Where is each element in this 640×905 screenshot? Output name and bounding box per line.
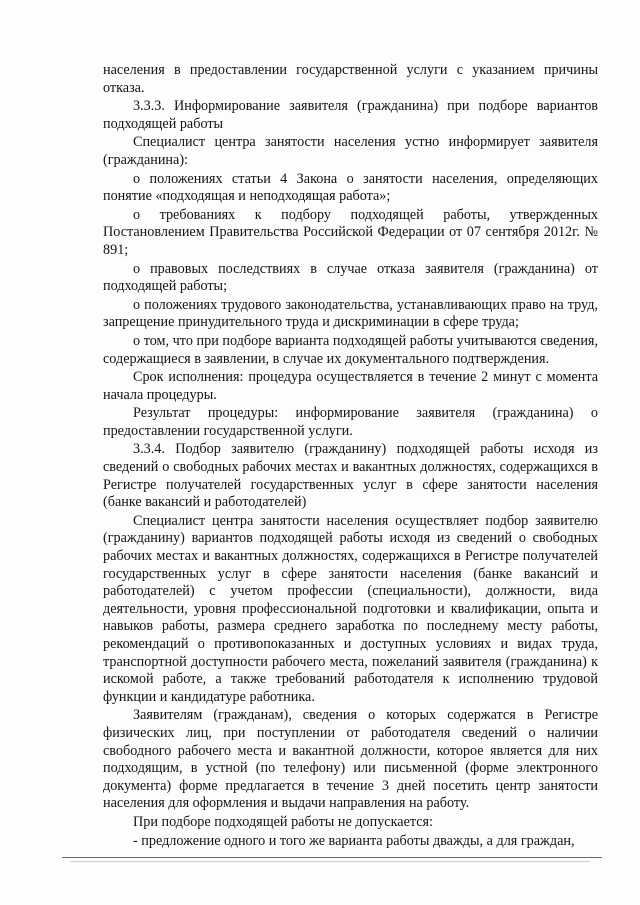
heading-3-3-4: 3.3.4. Подбор заявителю (гражданину) подходящей работы исходя из сведений о свободных рабочих местах и вакантных должностях, содержащихся в Регистре получателей государственных услуг в сфере занятости населения (банке вакансий и работодателей) (103, 441, 598, 511)
list-item-same-offer-twice: - предложение одного и того же варианта работы дважды, а для граждан, (133, 832, 575, 849)
list-item-information-considered: о том, что при подборе варианта подходящей работы учитываются сведения, содержащиеся в заявлении, в случае их документального подтверждения. (103, 332, 598, 367)
page-bottom-rule-secondary (70, 861, 590, 862)
paragraph-refusal-reason: населения в предоставлении государственной услуги с указанием причины отказа. (103, 62, 598, 96)
list-item-requirements: о требованиях к подбору подходящей работы, утвержденных Постановлением Правительства Российской Федерации от 07 сентября 2012г. № 891; (103, 206, 598, 258)
document-body (103, 62, 598, 850)
paragraph-applicants-notification: Заявителям (гражданам), сведения о которых содержатся в Регистре физических лиц, при поступлении от работодателя сведений о наличии свободного рабочего места и вакантной должности, которое является для них подходящим, в устной (по телефону) или письменной (форме электронного документа) форме предлагается в течение 3 дней посетить центр занятости населения для оформления и выдачи направления на работу. (103, 707, 598, 812)
heading-3-3-3: 3.3.3. Информирование заявителя (гражданина) при подборе вариантов подходящей работы (103, 98, 598, 132)
paragraph-specialist-informs: Специалист центра занятости населения устно информирует заявителя (гражданина): (103, 134, 598, 168)
page-bottom-rule (62, 857, 602, 858)
list-item-labor-legislation: о положениях трудового законодательства, устанавливающих право на труд, запрещение принудительного труда и дискриминации в сфере труда; (103, 296, 598, 331)
paragraph-procedure-result: Результат процедуры: информирование заявителя (гражданина) о предоставлении государственной услуги. (103, 405, 598, 439)
list-item-article-4: о положениях статьи 4 Закона о занятости населения, определяющих понятие «подходящая и неподходящая работа»; (103, 170, 598, 205)
list-item-legal-consequences: о правовых последствиях в случае отказа заявителя (гражданина) от подходящей работы; (103, 260, 598, 295)
paragraph-not-allowed: При подборе подходящей работы не допускается: (133, 813, 434, 830)
paragraph-execution-time: Срок исполнения: процедура осуществляется в течение 2 минут с момента начала процедуры. (103, 369, 598, 403)
paragraph-job-matching: Специалист центра занятости населения осуществляет подбор заявителю (гражданину) вариантов подходящей работы исходя из сведений о свободных рабочих местах и вакантных должностях, содержащихся в Регистре получателей государственных услуг в сфере занятости населения (банке вакансий и работодателей) с учетом профессии (специальности), должности, вида деятельности, уровня профессиональной подготовки и квалификации, опыта и навыков работы, размера среднего заработка по последнему месту работы, рекомендаций о противопоказанных и доступных условиях и видах труда, транспортной доступности рабочего места, пожеланий заявителя (гражданина) к искомой работе, а также требований работодателя к исполнению трудовой функции и кандидатуре работника. (103, 512, 598, 705)
